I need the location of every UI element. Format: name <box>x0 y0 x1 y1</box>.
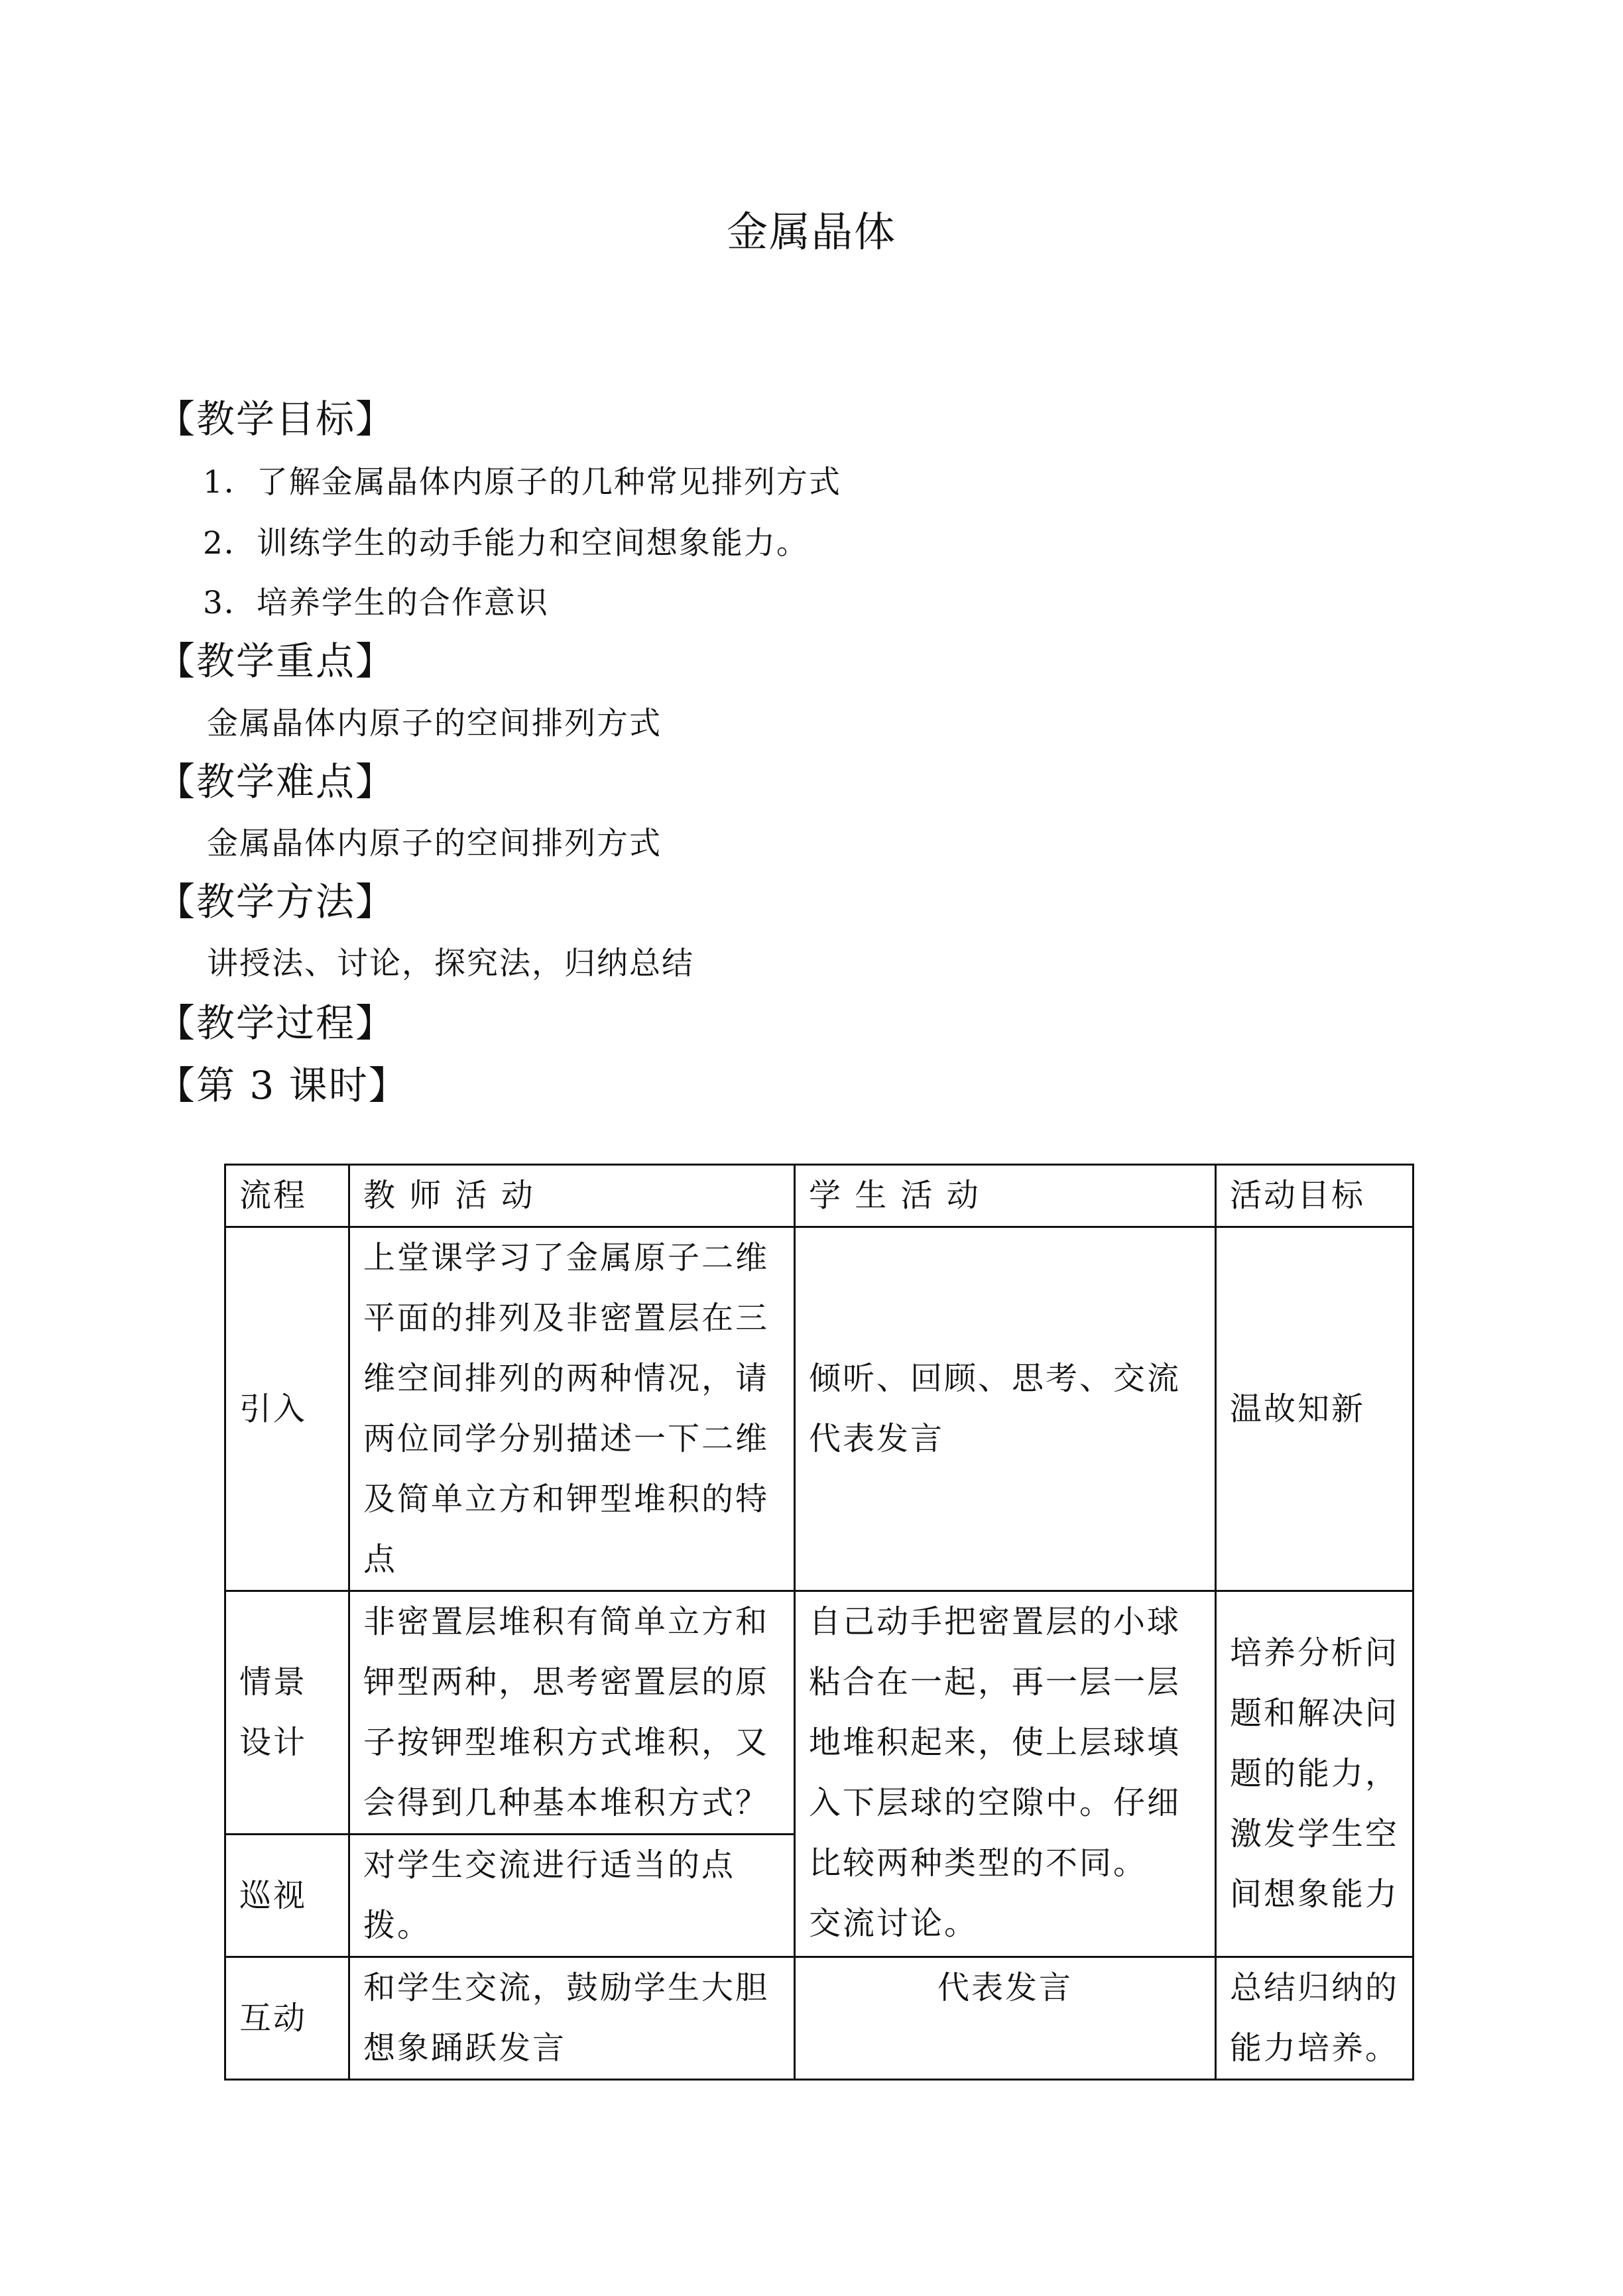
flow-cell: 巡视 <box>225 1835 349 1957</box>
difficulties-text: 金属晶体内原子的空间排列方式 <box>207 825 662 862</box>
student-activity-text: 自己动手把密置层的小球粘合在一起，再一层一层地堆积起来，使上层球填入下层球的空隙中。仔细比较两种类型的不同。 <box>809 1603 1181 1882</box>
goal-cell: 温故知新 <box>1216 1227 1413 1591</box>
student-cell <box>795 1591 1216 1957</box>
flow-cell: 情景设计 <box>225 1591 349 1835</box>
flow-cell: 引入 <box>225 1227 349 1591</box>
objectives-heading: 【教学目标】 <box>156 396 396 442</box>
teacher-cell: 上堂课学习了金属原子二维平面的排列及非密置层在三维空间排列的两种情况，请两位同学分别描述一下二维及简单立方和钾型堆积的特点 <box>349 1227 795 1591</box>
key-points-heading: 【教学重点】 <box>156 638 396 684</box>
methods-text: 讲授法、讨论，探究法，归纳总结 <box>207 945 694 982</box>
header-student: 学 生 活 动 <box>795 1165 1216 1227</box>
teacher-cell: 和学生交流，鼓励学生大胆想象踊跃发言 <box>349 1957 795 2080</box>
header-flow: 流程 <box>225 1165 349 1227</box>
student-cell: 代表发言 <box>795 1957 1216 2080</box>
session-heading: 【第 3 课时】 <box>156 1063 408 1108</box>
teacher-cell: 非密置层堆积有简单立方和钾型两种，思考密置层的原子按钾型堆积方式堆积，又会得到几种基本堆积方式？ <box>349 1591 795 1835</box>
teacher-cell: 对学生交流进行适当的点拨。 <box>349 1835 795 1957</box>
header-teacher: 教 师 活 动 <box>349 1165 795 1227</box>
process-table <box>224 1164 1414 2081</box>
objective-item-1: 1．了解金属晶体内原子的几种常见排列方式 <box>203 464 841 501</box>
goal-cell: 总结归纳的能力培养。 <box>1216 1957 1413 2080</box>
table-row <box>225 1591 1413 1835</box>
process-heading: 【教学过程】 <box>156 1000 396 1046</box>
objective-item-3: 3．培养学生的合作意识 <box>203 585 549 621</box>
table-row <box>225 1957 1413 2080</box>
page-title: 金属晶体 <box>726 208 896 256</box>
methods-heading: 【教学方法】 <box>156 879 396 924</box>
student-discussion-text: 交流讨论。 <box>809 1905 979 1942</box>
flow-cell: 互动 <box>225 1957 349 2080</box>
table-row <box>225 1227 1413 1591</box>
table-header-row <box>225 1165 1413 1227</box>
key-points-text: 金属晶体内原子的空间排列方式 <box>207 705 662 742</box>
objective-item-2: 2．训练学生的动手能力和空间想象能力。 <box>203 525 809 562</box>
header-goal: 活动目标 <box>1216 1165 1413 1227</box>
student-cell: 倾听、回顾、思考、交流代表发言 <box>795 1227 1216 1591</box>
goal-cell: 培养分析问题和解决问题的能力，激发学生空间想象能力 <box>1216 1591 1413 1957</box>
difficulties-heading: 【教学难点】 <box>156 759 396 804</box>
